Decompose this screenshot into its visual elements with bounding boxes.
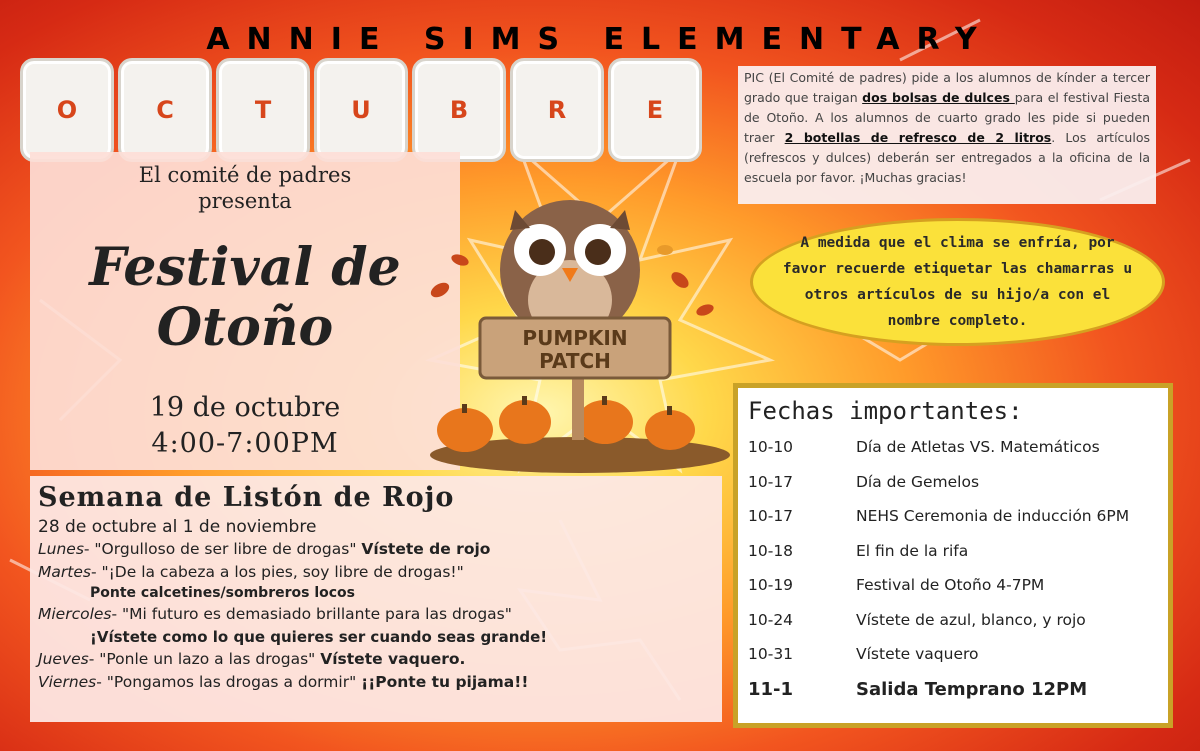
pic-note-text: . Los artículos (refrescos y dulces) deberán ser entregados a la oficina de la escuela por favor. ¡Muchas gracias!: [744, 130, 1150, 185]
ribbon-day: Jueves: [38, 650, 89, 668]
ribbon-day: Viernes: [38, 673, 97, 691]
sign-line2: PATCH: [539, 349, 611, 373]
date-cell: 10-19: [748, 576, 794, 595]
event-cell: Salida Temprano 12PM: [856, 679, 1088, 700]
date-row: [748, 568, 1158, 603]
date-cell: 10-18: [748, 541, 794, 560]
festival-box: [30, 152, 460, 470]
ribbon-quote: - "¡De la cabeza a los pies, soy libre de drogas!": [90, 563, 464, 581]
month-letter-o: [20, 58, 114, 162]
presenter-line: presenta: [198, 189, 292, 213]
event-cell: Día de Gemelos: [856, 472, 980, 491]
ribbon-action: Vístete de rojo: [361, 540, 491, 558]
jacket-reminder-text: A medida que el clima se enfría, por favor recuerde etiquetar las chamarras u otros artículos de su hijo/a con el nombre completo.: [782, 235, 1133, 329]
date-row: [748, 672, 1158, 708]
month-letter: E: [646, 96, 664, 124]
festival-title-line: Festival de: [89, 237, 401, 298]
pic-note-soda: 2 botellas de refresco de 2 litros: [784, 130, 1052, 145]
month-letter-r: [510, 58, 604, 162]
festival-title-line: Otoño: [156, 297, 334, 358]
pumpkin-patch-sign: [480, 318, 670, 378]
ribbon-action: ¡¡Ponte tu pijama!!: [361, 673, 529, 691]
ribbon-day-row: [38, 561, 714, 584]
important-dates-box: [733, 383, 1173, 728]
date-row: [748, 499, 1158, 534]
month-letter: R: [547, 96, 567, 124]
important-dates-title: Fechas importantes:: [748, 397, 1023, 425]
red-ribbon-week-box: [30, 476, 722, 722]
event-cell: Festival de Otoño 4-7PM: [856, 576, 1045, 595]
ribbon-day: Martes: [38, 563, 91, 581]
festival-presenter: [30, 162, 460, 214]
month-letter: U: [351, 96, 371, 124]
date-cell: 10-31: [748, 645, 794, 664]
event-cell: Vístete de azul, blanco, y rojo: [856, 610, 1086, 629]
month-letter: T: [254, 96, 272, 124]
ribbon-action: Vístete vaquero.: [320, 650, 466, 668]
pic-note-candy: dos bolsas de dulces: [862, 90, 1015, 105]
school-name: ANNIE SIMS ELEMENTARY: [206, 22, 994, 57]
ribbon-quote: - "Ponle un lazo a las drogas": [88, 650, 321, 668]
date-cell: 10-17: [748, 507, 794, 526]
event-cell: Día de Atletas VS. Matemáticos: [856, 438, 1100, 457]
ribbon-day-row: [38, 603, 714, 626]
date-row: [748, 603, 1158, 638]
owl-illustration: [420, 190, 740, 480]
ribbon-day-row: [38, 648, 714, 671]
month-letter-b: [412, 58, 506, 162]
date-cell: 11-1: [748, 679, 794, 700]
presenter-line: El comité de padres: [138, 163, 352, 187]
month-letter: C: [156, 96, 174, 124]
jacket-reminder-oval: [750, 218, 1165, 346]
month-letter-t: [216, 58, 310, 162]
month-letter: O: [56, 96, 78, 124]
ribbon-day-row: [38, 671, 714, 694]
pic-note-text: PIC (El Comité de padres) pide a los alumnos de kínder a tercer grado que traigan: [744, 70, 1150, 105]
ribbon-day: Miercoles: [38, 605, 112, 623]
date-cell: 10-10: [748, 438, 794, 457]
date-cell: 10-24: [748, 610, 794, 629]
month-letter-e: [608, 58, 702, 162]
month-letter-u: [314, 58, 408, 162]
date-row: [748, 534, 1158, 569]
red-ribbon-title: Semana de Listón de Rojo: [38, 482, 455, 513]
ribbon-quote: - "Mi futuro es demasiado brillante para las drogas": [111, 605, 512, 623]
pic-note: [738, 66, 1156, 204]
date-row: [748, 637, 1158, 672]
month-banner: [20, 58, 720, 158]
pic-note-text: para el festival Fiesta de Otoño. A los alumnos de cuarto grado les pide si pueden traer: [744, 90, 1150, 145]
sign-line1: PUMPKIN: [522, 326, 628, 350]
ribbon-sub-action: ¡Vístete como lo que quieres ser cuando seas grande!: [90, 628, 548, 646]
festival-title: [30, 238, 460, 358]
date-row: [748, 465, 1158, 500]
ribbon-quote: - "Pongamos las drogas a dormir": [96, 673, 362, 691]
sign-post: [572, 370, 584, 440]
event-cell: Vístete vaquero: [856, 645, 979, 664]
red-ribbon-dates: 28 de octubre al 1 de noviembre: [38, 517, 317, 537]
ribbon-day-row: [38, 538, 714, 561]
month-letter-c: [118, 58, 212, 162]
festival-date: 19 de octubre: [149, 392, 341, 423]
month-letter: B: [449, 96, 469, 124]
event-cell: NEHS Ceremonia de inducción 6PM: [856, 507, 1130, 526]
ribbon-quote: - "Orgulloso de ser libre de drogas": [83, 540, 362, 558]
ribbon-sub-action: Ponte calcetines/sombreros locos: [90, 585, 356, 601]
event-cell: El fin de la rifa: [856, 541, 969, 560]
festival-time: 4:00-7:00PM: [151, 428, 339, 459]
date-cell: 10-17: [748, 472, 794, 491]
date-row: [748, 430, 1158, 465]
ribbon-day: Lunes: [38, 540, 84, 558]
